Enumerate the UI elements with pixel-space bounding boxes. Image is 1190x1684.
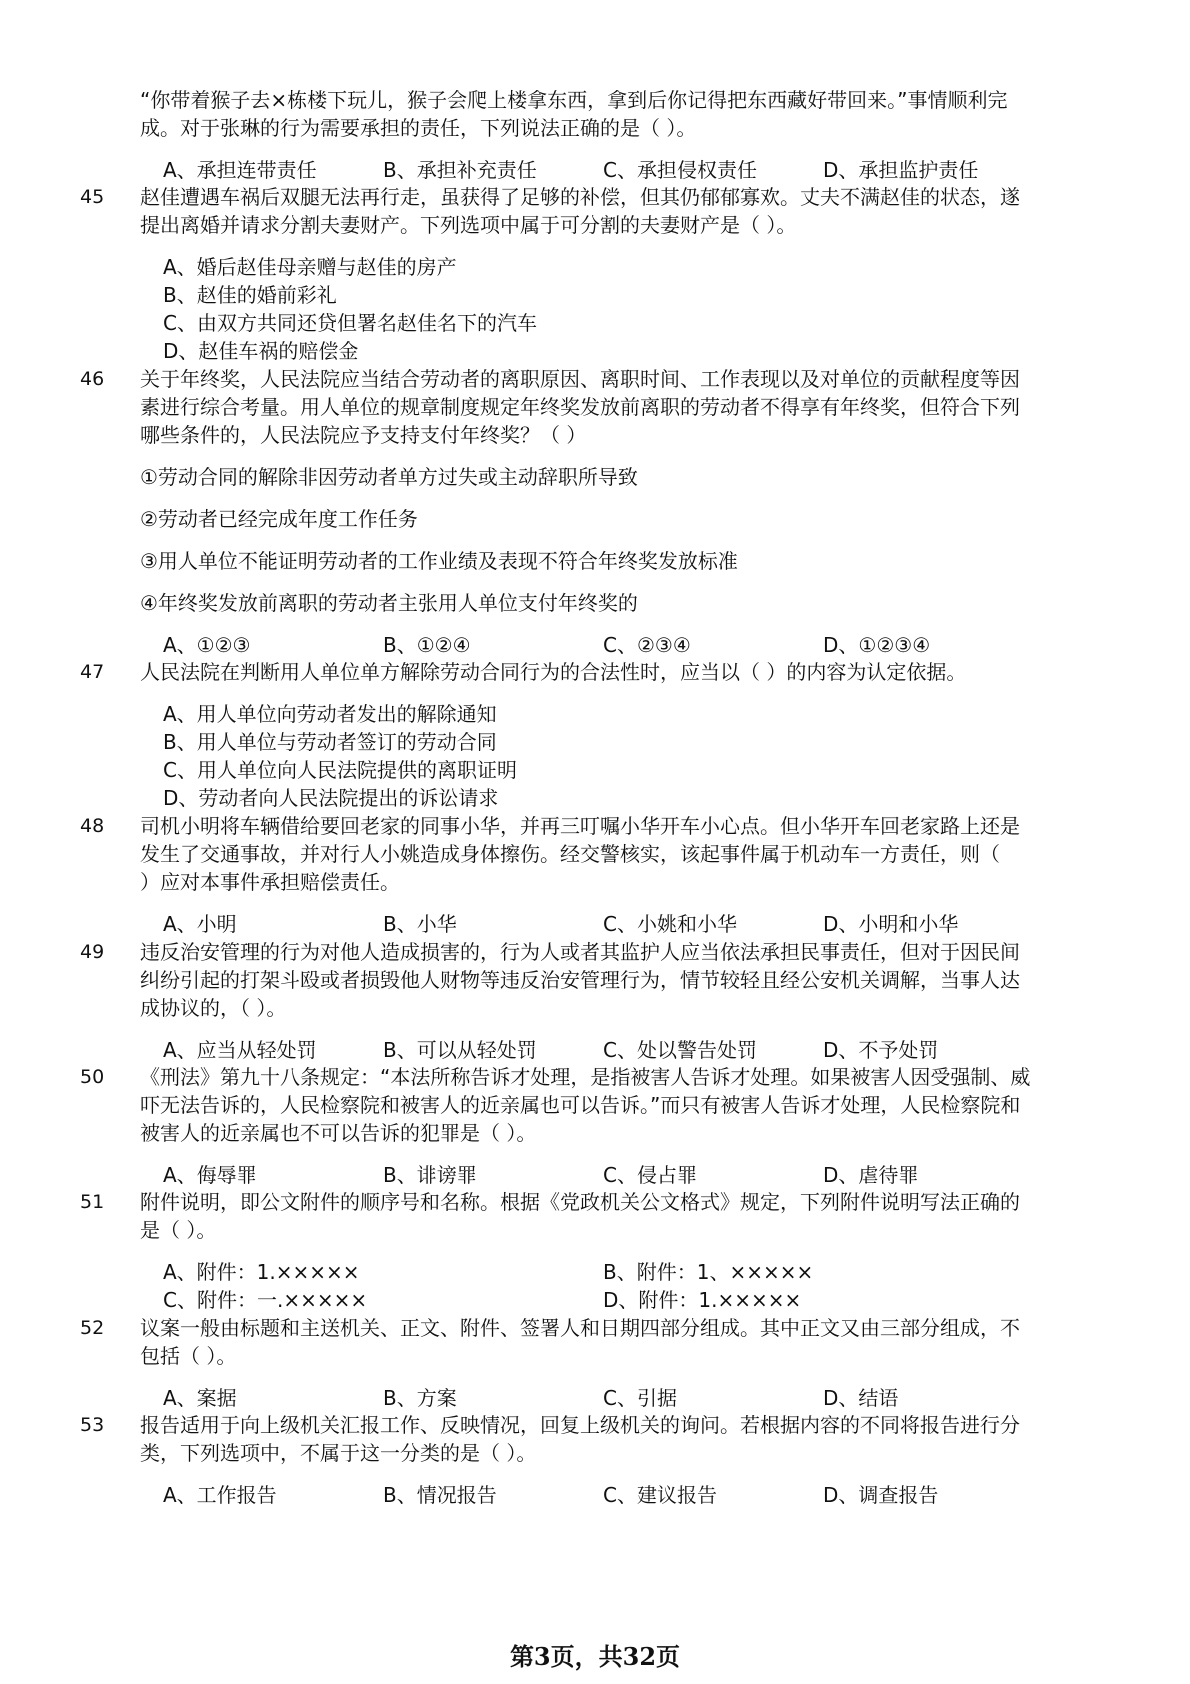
question-number: 45 <box>80 186 105 208</box>
question-number: 46 <box>80 368 105 390</box>
option-c: C、附件：一.××××× <box>163 1288 368 1312</box>
option-b: B、诽谤罪 <box>383 1163 477 1187</box>
option-c: C、承担侵权责任 <box>603 158 757 182</box>
question-number: 53 <box>80 1414 105 1436</box>
question-text-line: ）应对本事件承担赔偿责任。 <box>140 870 400 894</box>
option-b: B、用人单位与劳动者签订的劳动合同 <box>163 730 497 754</box>
option-d: D、结语 <box>823 1386 899 1410</box>
question-text-line: 纠纷引起的打架斗殴或者损毁他人财物等违反治安管理行为，情节较轻且经公安机关调解，当事人达 <box>140 968 1020 992</box>
question-number: 50 <box>80 1066 105 1088</box>
option-c: C、引据 <box>603 1386 677 1410</box>
option-b: B、可以从轻处罚 <box>383 1038 537 1062</box>
question-text-line: 是（ ）。 <box>140 1218 217 1242</box>
question-text-line: 人民法院在判断用人单位单方解除劳动合同行为的合法性时，应当以（ ）的内容为认定依据。 <box>140 660 967 684</box>
question-text-line: 类，下列选项中，不属于这一分类的是（ ）。 <box>140 1441 537 1465</box>
statement-item: ②劳动者已经完成年度工作任务 <box>140 507 418 531</box>
option-a: A、应当从轻处罚 <box>163 1038 317 1062</box>
question-number: 49 <box>80 941 105 963</box>
option-a: A、①②③ <box>163 633 251 657</box>
question-text-line: 发生了交通事故，并对行人小姚造成身体擦伤。经交警核实，该起事件属于机动车一方责任，则（ <box>140 842 1000 866</box>
option-b: B、赵佳的婚前彩礼 <box>163 283 337 307</box>
option-b: B、小华 <box>383 912 457 936</box>
option-d: D、附件：1.××××× <box>603 1288 802 1312</box>
option-a: A、小明 <box>163 912 237 936</box>
question-text-line: 附件说明，即公文附件的顺序号和名称。根据《党政机关公文格式》规定，下列附件说明写法正确的 <box>140 1190 1020 1214</box>
option-d: D、赵佳车祸的赔偿金 <box>163 339 359 363</box>
option-d: D、不予处罚 <box>823 1038 939 1062</box>
option-d: D、①②③④ <box>823 633 931 657</box>
question-text-line: 包括（ ）。 <box>140 1344 237 1368</box>
question-text-line: 赵佳遭遇车祸后双腿无法再行走，虽获得了足够的补偿，但其仍郁郁寡欢。丈夫不满赵佳的状态，遂 <box>140 185 1020 209</box>
option-a: A、工作报告 <box>163 1483 277 1507</box>
question-text-line: 素进行综合考量。用人单位的规章制度规定年终奖发放前离职的劳动者不得享有年终奖，但符合下列 <box>140 395 1020 419</box>
question-text-line: 被害人的近亲属也不可以告诉的犯罪是（ ）。 <box>140 1121 537 1145</box>
question-text-line: 成协议的，（ ）。 <box>140 996 287 1020</box>
question-text-line: “你带着猴子去×栋楼下玩儿，猴子会爬上楼拿东西，拿到后你记得把东西藏好带回来。”事情顺利完 <box>140 88 1008 112</box>
option-b: B、①②④ <box>383 633 471 657</box>
question-number: 47 <box>80 661 105 683</box>
option-d: D、虐待罪 <box>823 1163 919 1187</box>
option-b: B、情况报告 <box>383 1483 497 1507</box>
option-c: C、建议报告 <box>603 1483 717 1507</box>
option-c: C、小姚和小华 <box>603 912 737 936</box>
option-a: A、婚后赵佳母亲赠与赵佳的房产 <box>163 255 457 279</box>
question-text-line: 关于年终奖，人民法院应当结合劳动者的离职原因、离职时间、工作表现以及对单位的贡献程度等因 <box>140 367 1020 391</box>
question-text-line: 成。对于张琳的行为需要承担的责任，下列说法正确的是（ ）。 <box>140 116 697 140</box>
option-d: D、调查报告 <box>823 1483 939 1507</box>
option-a: A、用人单位向劳动者发出的解除通知 <box>163 702 497 726</box>
option-a: A、侮辱罪 <box>163 1163 257 1187</box>
question-text-line: 违反治安管理的行为对他人造成损害的，行为人或者其监护人应当依法承担民事责任，但对于因民间 <box>140 940 1020 964</box>
option-b: B、承担补充责任 <box>383 158 537 182</box>
statement-item: ③用人单位不能证明劳动者的工作业绩及表现不符合年终奖发放标准 <box>140 549 738 573</box>
option-b: B、附件：1、××××× <box>603 1260 814 1284</box>
question-text-line: 《刑法》第九十八条规定：“本法所称告诉才处理，是指被害人告诉才处理。如果被害人因受强制、威 <box>140 1065 1031 1089</box>
statement-item: ①劳动合同的解除非因劳动者单方过失或主动辞职所导致 <box>140 465 638 489</box>
question-number: 51 <box>80 1191 105 1213</box>
question-text-line: 司机小明将车辆借给要回老家的同事小华，并再三叮嘱小华开车小心点。但小华开车回老家路上还是 <box>140 814 1020 838</box>
question-text-line: 提出离婚并请求分割夫妻财产。下列选项中属于可分割的夫妻财产是（ ）。 <box>140 213 797 237</box>
option-a: A、承担连带责任 <box>163 158 317 182</box>
question-number: 52 <box>80 1317 105 1339</box>
option-c: C、侵占罪 <box>603 1163 697 1187</box>
question-text-line: 报告适用于向上级机关汇报工作、反映情况，回复上级机关的询问。若根据内容的不同将报告进行分 <box>140 1413 1020 1437</box>
option-c: C、②③④ <box>603 633 691 657</box>
option-d: D、小明和小华 <box>823 912 959 936</box>
option-a: A、案据 <box>163 1386 237 1410</box>
option-a: A、附件：1.××××× <box>163 1260 360 1284</box>
question-text-line: 议案一般由标题和主送机关、正文、附件、签署人和日期四部分组成。其中正文又由三部分组成，不 <box>140 1316 1020 1340</box>
question-text-line: 哪些条件的，人民法院应予支持支付年终奖？（ ） <box>140 423 587 447</box>
option-c: C、处以警告处罚 <box>603 1038 757 1062</box>
statement-item: ④年终奖发放前离职的劳动者主张用人单位支付年终奖的 <box>140 591 638 615</box>
option-d: D、劳动者向人民法院提出的诉讼请求 <box>163 786 499 810</box>
option-d: D、承担监护责任 <box>823 158 979 182</box>
page-number-footer: 第3页，共32页 <box>509 1642 681 1671</box>
option-c: C、由双方共同还贷但署名赵佳名下的汽车 <box>163 311 537 335</box>
question-text-line: 吓无法告诉的，人民检察院和被害人的近亲属也可以告诉。”而只有被害人告诉才处理，人民检察院和 <box>140 1093 1021 1117</box>
option-c: C、用人单位向人民法院提供的离职证明 <box>163 758 517 782</box>
question-number: 48 <box>80 815 105 837</box>
option-b: B、方案 <box>383 1386 457 1410</box>
